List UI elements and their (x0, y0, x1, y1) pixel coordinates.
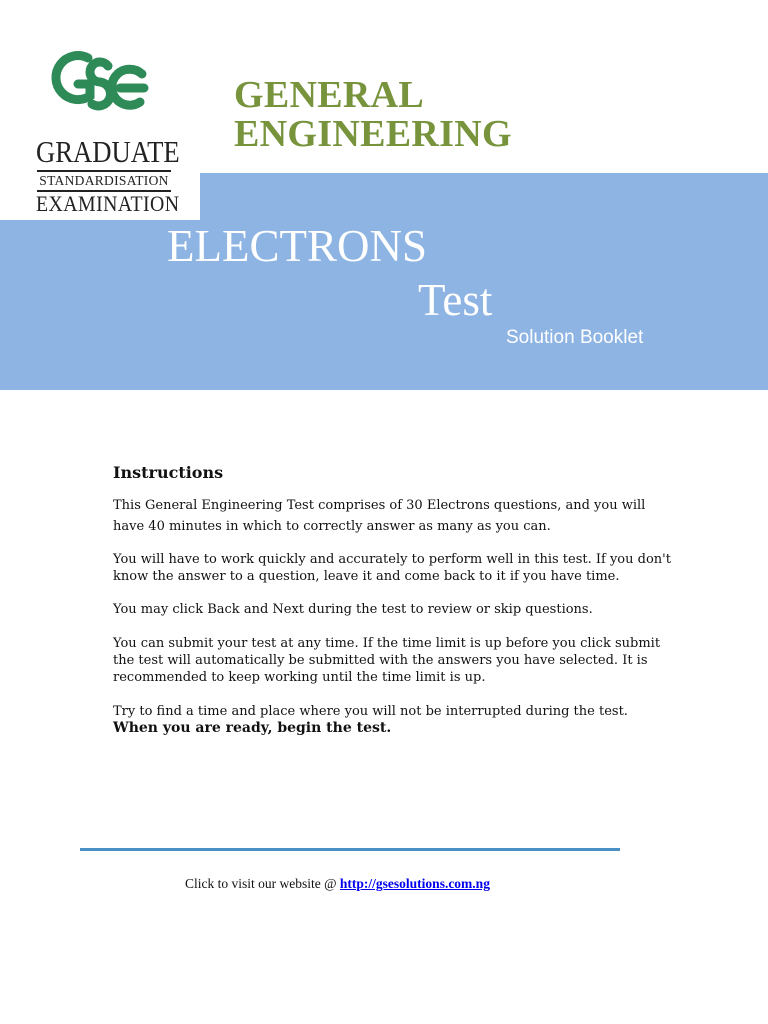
ready-text-b: begin the test (277, 720, 387, 736)
footer-prefix: Click to visit our website @ (185, 876, 340, 891)
booklet-subtitle: Solution Booklet (506, 327, 644, 348)
logo-text-standardisation: STANDARDISATION (37, 170, 171, 192)
instruction-paragraph-3: You may click Back and Next during the test to review or skip questions. (113, 602, 593, 617)
subject-title: ELECTRONS (167, 221, 428, 271)
page-title (234, 76, 512, 154)
title-line-1: GENERAL (234, 74, 425, 116)
test-title: Test (418, 275, 493, 325)
logo-text-examination: EXAMINATION (36, 191, 180, 216)
title-line-2: ENGINEERING (234, 113, 512, 155)
ready-separator: , (267, 720, 278, 736)
instructions-section (113, 464, 673, 737)
gse-monogram-icon (50, 44, 150, 120)
ready-period: . (386, 720, 392, 736)
instruction-paragraph-2: You will have to work quickly and accurately to perform well in this test. If you don't know the answer to a question, leave it and come back to it if you have time. (113, 552, 671, 584)
instruction-paragraph-4: You can submit your test at any time. If the time limit is up before you click submit the test will automatically be submitted with the answers you have selected. It is recommended to keep working until the time limit is up. (113, 636, 661, 685)
logo-text-graduate: GRADUATE (36, 134, 180, 169)
ready-statement (113, 720, 673, 737)
footer (185, 876, 490, 892)
logo (0, 0, 200, 220)
footer-divider (80, 848, 620, 851)
instruction-paragraph-5: Try to find a time and place where you will not be interrupted during the test. (113, 704, 628, 719)
instructions-heading: Instructions (113, 463, 224, 482)
instruction-paragraph-1: This General Engineering Test comprises of 30 Electrons questions, and you will have 40 minutes in which to correctly answer as many as you can. (113, 498, 646, 534)
website-link[interactable]: http://gsesolutions.com.ng (339, 876, 490, 891)
ready-text-a: When you are ready (113, 720, 268, 736)
